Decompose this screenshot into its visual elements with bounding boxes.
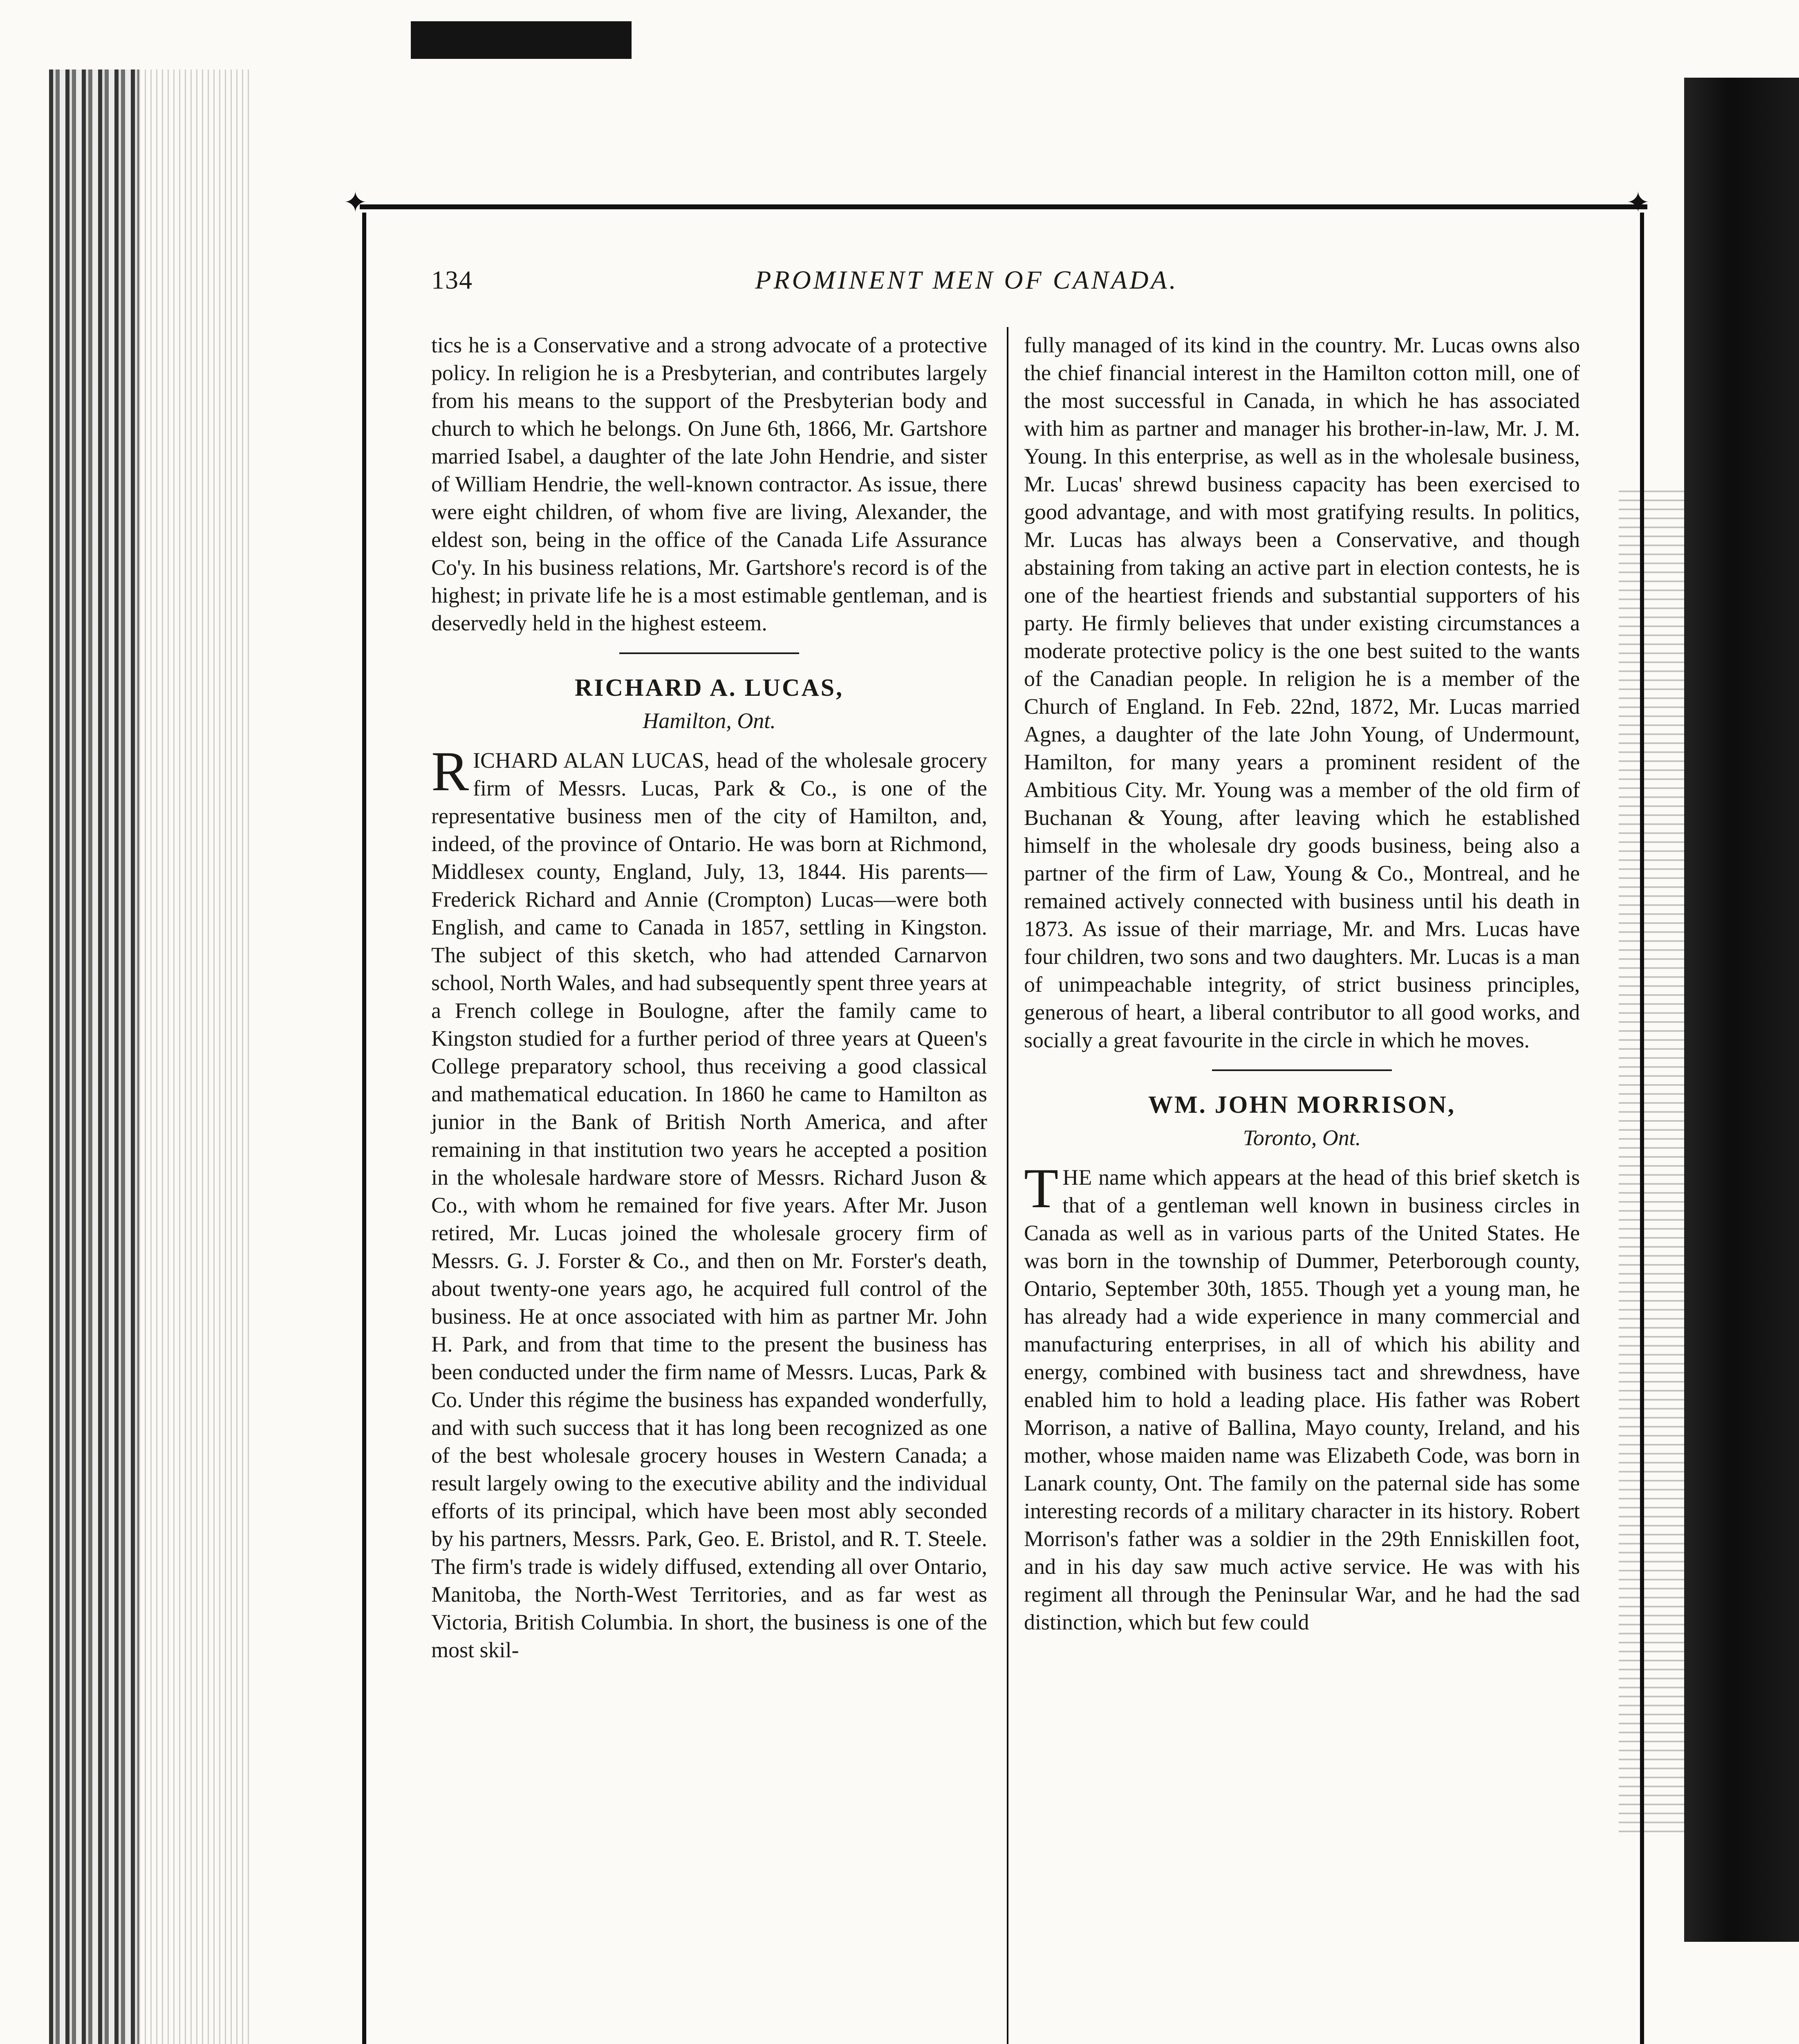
right-column — [1024, 331, 1580, 1636]
scan-right-edge — [1684, 78, 1799, 1942]
border-left-rule — [362, 213, 366, 2044]
morrison-body-text: HE name which appears at the head of this brief sketch is that of a gentleman well known in business circles in Canada as well as in various parts of the United States. He was born in the township of Dummer, Peterborough county, Ontario, September 30th, 1855. Though yet a young man, he has already had a wide experience in many commercial and manufacturing enterprises, in all of which his ability and energy, combined with business tact and shrewdness, have enabled him to hold a leading place. His father was Robert Morrison, a native of Ballina, Mayo county, Ireland, and his mother, whose maiden name was Elizabeth Code, was born in Lanark county, Ont. The family on the paternal side has some interesting records of a military character in its history. Robert Morrison's father was a soldier in the 29th Enniskillen foot, and in his day saw much active service. He was with his regiment all through the Peninsular War, and he had the sad distinction, which but few could — [1024, 1165, 1580, 1634]
border-top-rule — [360, 204, 1647, 209]
corner-ornament-tl: ✦ — [343, 187, 367, 219]
scan-left-edge — [49, 69, 139, 2044]
morrison-place: Toronto, Ont. — [1243, 1125, 1361, 1150]
morrison-heading: WM. JOHN MORRISON, — [1148, 1091, 1456, 1118]
scan-right-edge-speckle — [1619, 491, 1688, 1840]
running-title: PROMINENT MEN OF CANADA. — [755, 265, 1178, 294]
lucas-body — [431, 740, 987, 1664]
lucas-drop-cap: R — [431, 740, 469, 802]
morrison-drop-cap: T — [1024, 1157, 1059, 1219]
lucas-body-text: ICHARD ALAN LUCAS, head of the wholesale grocery firm of Messrs. Lucas, Park & Co., is one of the representative business men of the city of Hamilton, and, indeed, of the province of Ontario. He was born at Richmond, Middlesex county, England, July, 13, 1844. His parents—Frederick Richard and Annie (Crompton) Lucas—were both English, and came to Canada in 1857, settling in Kingston. The subject of this sketch, who had attended Carnarvon school, North Wales, and had subsequently spent three years at a French college in Boulogne, after the family came to Kingston studied for a further period of three years at Queen's College preparatory school, thus receiving a good classical and mathematical education. In 1860 he came to Hamilton as junior in the Bank of British North America, and after remaining in that institution two years he accepted a position in the wholesale hardware store of Messrs. Richard Juson & Co., with whom he remained for five years. After Mr. Juson retired, Mr. Lucas joined the wholesale grocery firm of Messrs. G. J. Forster & Co., and then on Mr. Forster's death, about twenty-one years ago, he acquired full control of the business. He at once associated with him as partner Mr. John H. Park, and from that time to the present the business has been conducted under the firm name of Messrs. Lucas, Park & Co. Under this régime the business has expanded wonderfully, and with such success that it has long been recognized as one of the best wholesale grocery houses in Western Canada; a result largely owing to the executive ability and the individual efforts of its principal, which have been most ably seconded by his partners, Messrs. Park, Geo. E. Bristol, and R. T. Steele. The firm's trade is widely diffused, extending all over Ontario, Manitoba, the North-West Territories, and as far west as Victoria, British Columbia. In short, the business is one of the most skil- — [431, 748, 987, 1662]
column-divider — [1007, 327, 1008, 2044]
section-separator — [1212, 1069, 1392, 1071]
section-separator — [619, 652, 799, 654]
lucas-heading: RICHARD A. LUCAS, — [574, 674, 844, 701]
scan-left-edge-fade — [139, 69, 253, 2044]
page-number: 134 — [431, 265, 473, 294]
lucas-continuation: fully managed of its kind in the country. Mr. Lucas owns also the chief financial interest in the Hamilton cotton mill, one of the most successful in Canada, in which he has associated with him as partner and manager his brother-in-law, Mr. J. M. Young. In this enterprise, as well as in the wholesale business, Mr. Lucas' shrewd business capacity has been exercised to good advantage, and with most gratifying results. In politics, Mr. Lucas has always been a Conservative, and though abstaining from taking an active part in election contests, he is one of the heartiest friends and substantial supporters of his party. He firmly believes that under existing circumstances a moderate protective policy is the one best suited to the wants of the Canadian people. In religion he is a member of the Church of England. In Feb. 22nd, 1872, Mr. Lucas married Agnes, a daughter of the late John Young, of Undermount, Hamilton, for many years a prominent resident of the Ambitious City. Mr. Young was a member of the old firm of Buchanan & Young, after leaving which he established himself in the wholesale dry goods business, being also a partner of the firm of Law, Young & Co., Montreal, and he remained actively connected with business until his death in 1873. As issue of their marriage, Mr. and Mrs. Lucas have four children, two sons and two daughters. Mr. Lucas is a man of unimpeachable integrity, of strict business principles, generous of heart, a liberal contributor to all good works, and socially a great favourite in the circle in which he moves. — [1024, 333, 1580, 1052]
scan-top-tab — [411, 21, 632, 59]
lucas-place: Hamilton, Ont. — [643, 708, 776, 733]
morrison-body — [1024, 1157, 1580, 1636]
border-right-rule — [1640, 213, 1644, 2044]
left-column — [431, 331, 987, 1664]
corner-ornament-tr: ✦ — [1626, 187, 1650, 219]
running-head — [431, 265, 1502, 310]
gartshore-continuation: tics he is a Conservative and a strong advocate of a protective policy. In religion he is a Presbyterian, and contributes largely from his means to the support of the Presbyterian body and church to which he belongs. On June 6th, 1866, Mr. Gartshore married Isabel, a daughter of the late John Hendrie, and sister of William Hendrie, the well-known contractor. As issue, there were eight children, of whom five are living, Alexander, the eldest son, being in the office of the Canada Life Assurance Co'y. In his business relations, Mr. Gartshore's record is of the highest; in private life he is a most estimable gentleman, and is deservedly held in the highest esteem. — [431, 333, 987, 635]
